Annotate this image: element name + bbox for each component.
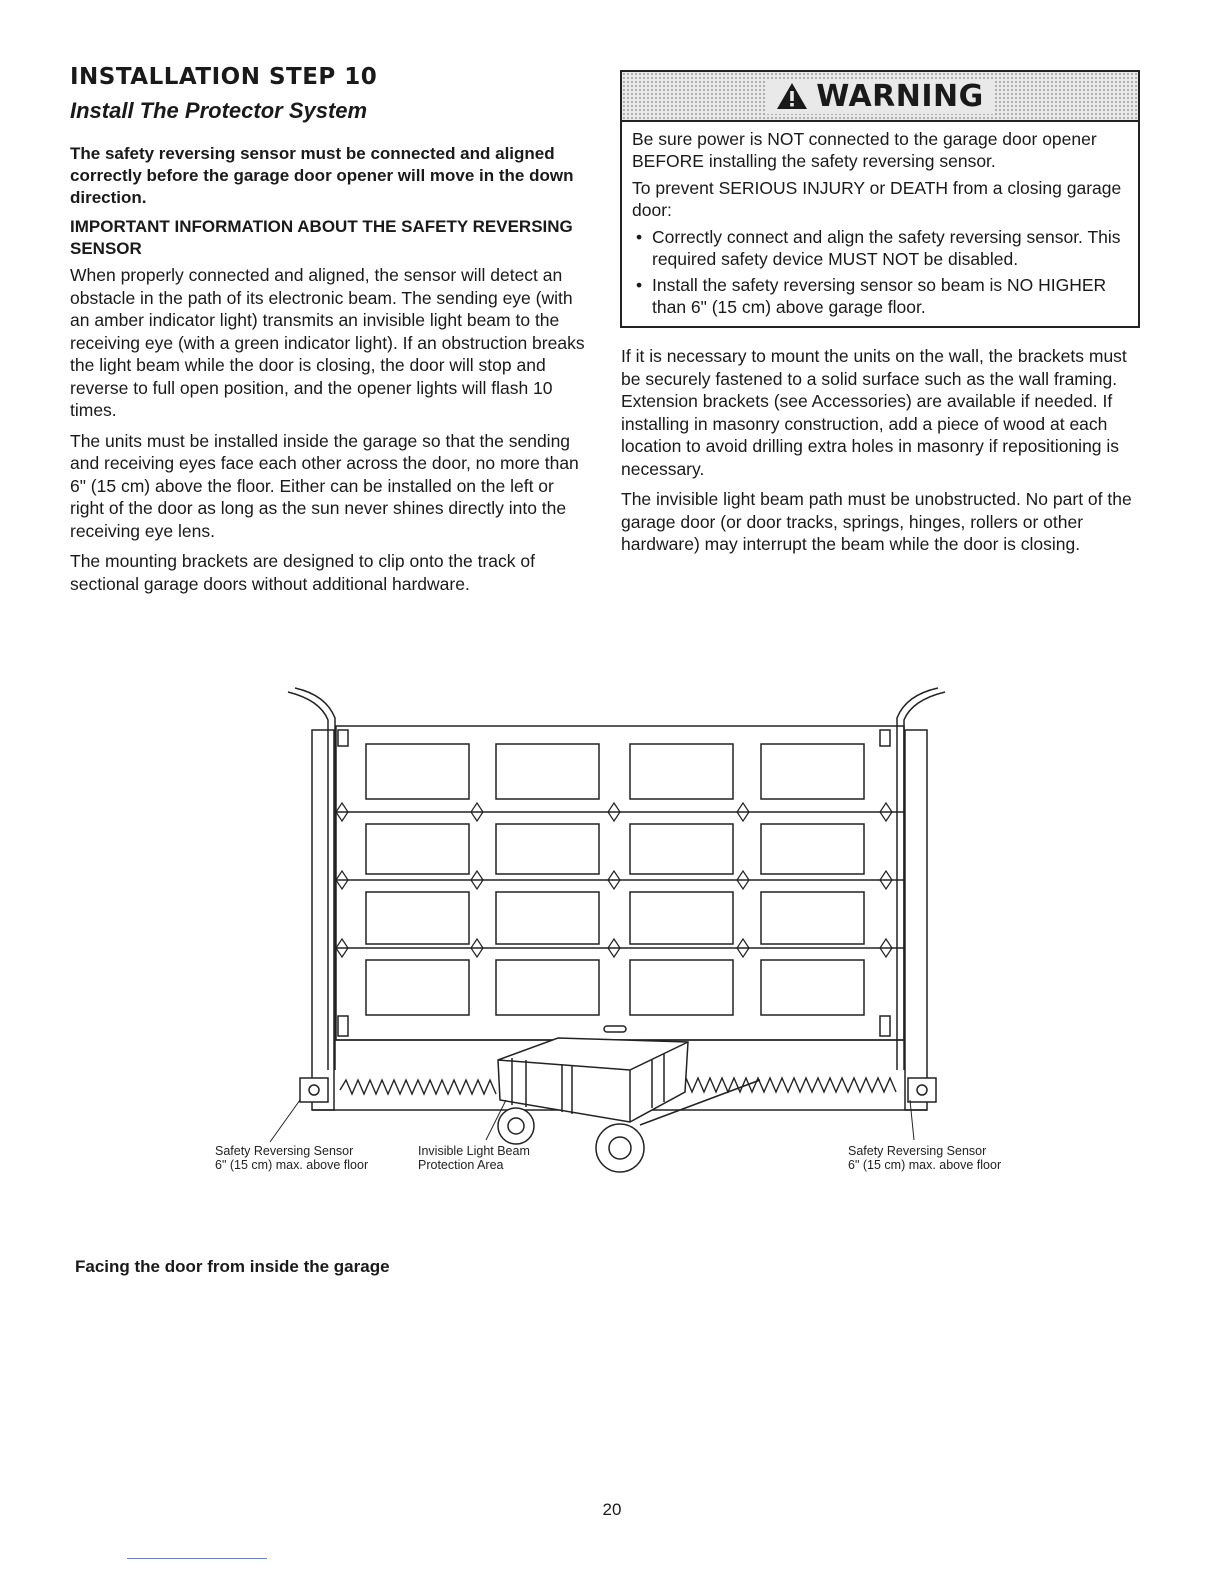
- caption-line: Safety Reversing Sensor: [848, 1144, 987, 1158]
- garage-door-diagram: [200, 660, 1020, 1190]
- intro-bold-text: The safety reversing sensor must be connected and aligned correctly before the garage door opener will move in the down direction.: [70, 144, 574, 207]
- left-sensor-caption: [215, 1144, 368, 1172]
- warning-paragraph: To prevent SERIOUS INJURY or DEATH from a closing garage door:: [632, 178, 1122, 220]
- caption-line: Safety Reversing Sensor: [215, 1144, 354, 1158]
- body-paragraph: The invisible light beam path must be unobstructed. No part of the garage door (or door tracks, springs, hinges, rollers or other hardware) may interrupt the beam while the door is closing.: [621, 489, 1132, 554]
- warning-content: [622, 122, 1138, 318]
- body-paragraph: When properly connected and aligned, the sensor will detect an obstacle in the path of its electronic beam. The sending eye (with an amber indicator light) transmits an invisible light beam to the receiving eye (with a green indicator light). If an obstruction breaks the light beam while the door is closing, the door will stop and reverse to full open position, and the opener lights will flash 10 times.: [70, 265, 585, 420]
- caption-line: Protection Area: [418, 1158, 504, 1172]
- right-sensor-caption: [848, 1144, 1001, 1172]
- figure-caption: Facing the door from inside the garage: [75, 1257, 390, 1276]
- important-heading: IMPORTANT INFORMATION ABOUT THE SAFETY REVERSING SENSOR: [70, 217, 573, 258]
- page-number: 20: [602, 1500, 622, 1519]
- garage-door-illustration: [200, 660, 1020, 1190]
- body-paragraph: The units must be installed inside the garage so that the sending and receiving eyes face each other across the door, no more than 6" (15 cm) above the floor. Either can be installed on the left or right of the door as long as the sun never shines directly into the receiving eye lens.: [70, 430, 579, 541]
- caption-line: Invisible Light Beam: [418, 1144, 530, 1158]
- warning-bullet: • Correctly connect and align the safety reversing sensor. This required safety device MUST NOT be disabled.: [632, 226, 1128, 270]
- warning-title-wrap: [766, 79, 994, 114]
- warning-paragraph: Be sure power is NOT connected to the garage door opener BEFORE installing the safety reversing sensor.: [632, 129, 1097, 171]
- step-subtitle: Install The Protector System: [70, 98, 368, 123]
- bottom-rule: [127, 1558, 267, 1559]
- body-paragraph: If it is necessary to mount the units on the wall, the brackets must be securely fastened to a solid surface such as the wall framing. Extension brackets (see Accessories) are available if needed. If installing in masonry construction, add a piece of wood at each location to avoid drilling extra holes in masonry if repositioning is necessary.: [621, 346, 1127, 479]
- caption-line: 6" (15 cm) max. above floor: [215, 1158, 369, 1172]
- beam-caption: [418, 1144, 530, 1172]
- warning-list: [632, 226, 1128, 318]
- warning-bullet: • Install the safety reversing sensor so beam is NO HIGHER than 6" (15 cm) above garage floor.: [632, 274, 1128, 318]
- step-title: INSTALLATION STEP 10: [70, 64, 378, 90]
- warning-box: [620, 70, 1140, 328]
- caption-line: 6" (15 cm) max. above floor: [848, 1158, 1002, 1172]
- left-column-body: [70, 264, 590, 603]
- warning-triangle-icon: [776, 82, 808, 110]
- body-paragraph: The mounting brackets are designed to clip onto the track of sectional garage doors without additional hardware.: [70, 551, 535, 594]
- right-column-body: [621, 345, 1143, 564]
- warning-header: [622, 72, 1138, 122]
- warning-title: WARNING: [816, 78, 984, 114]
